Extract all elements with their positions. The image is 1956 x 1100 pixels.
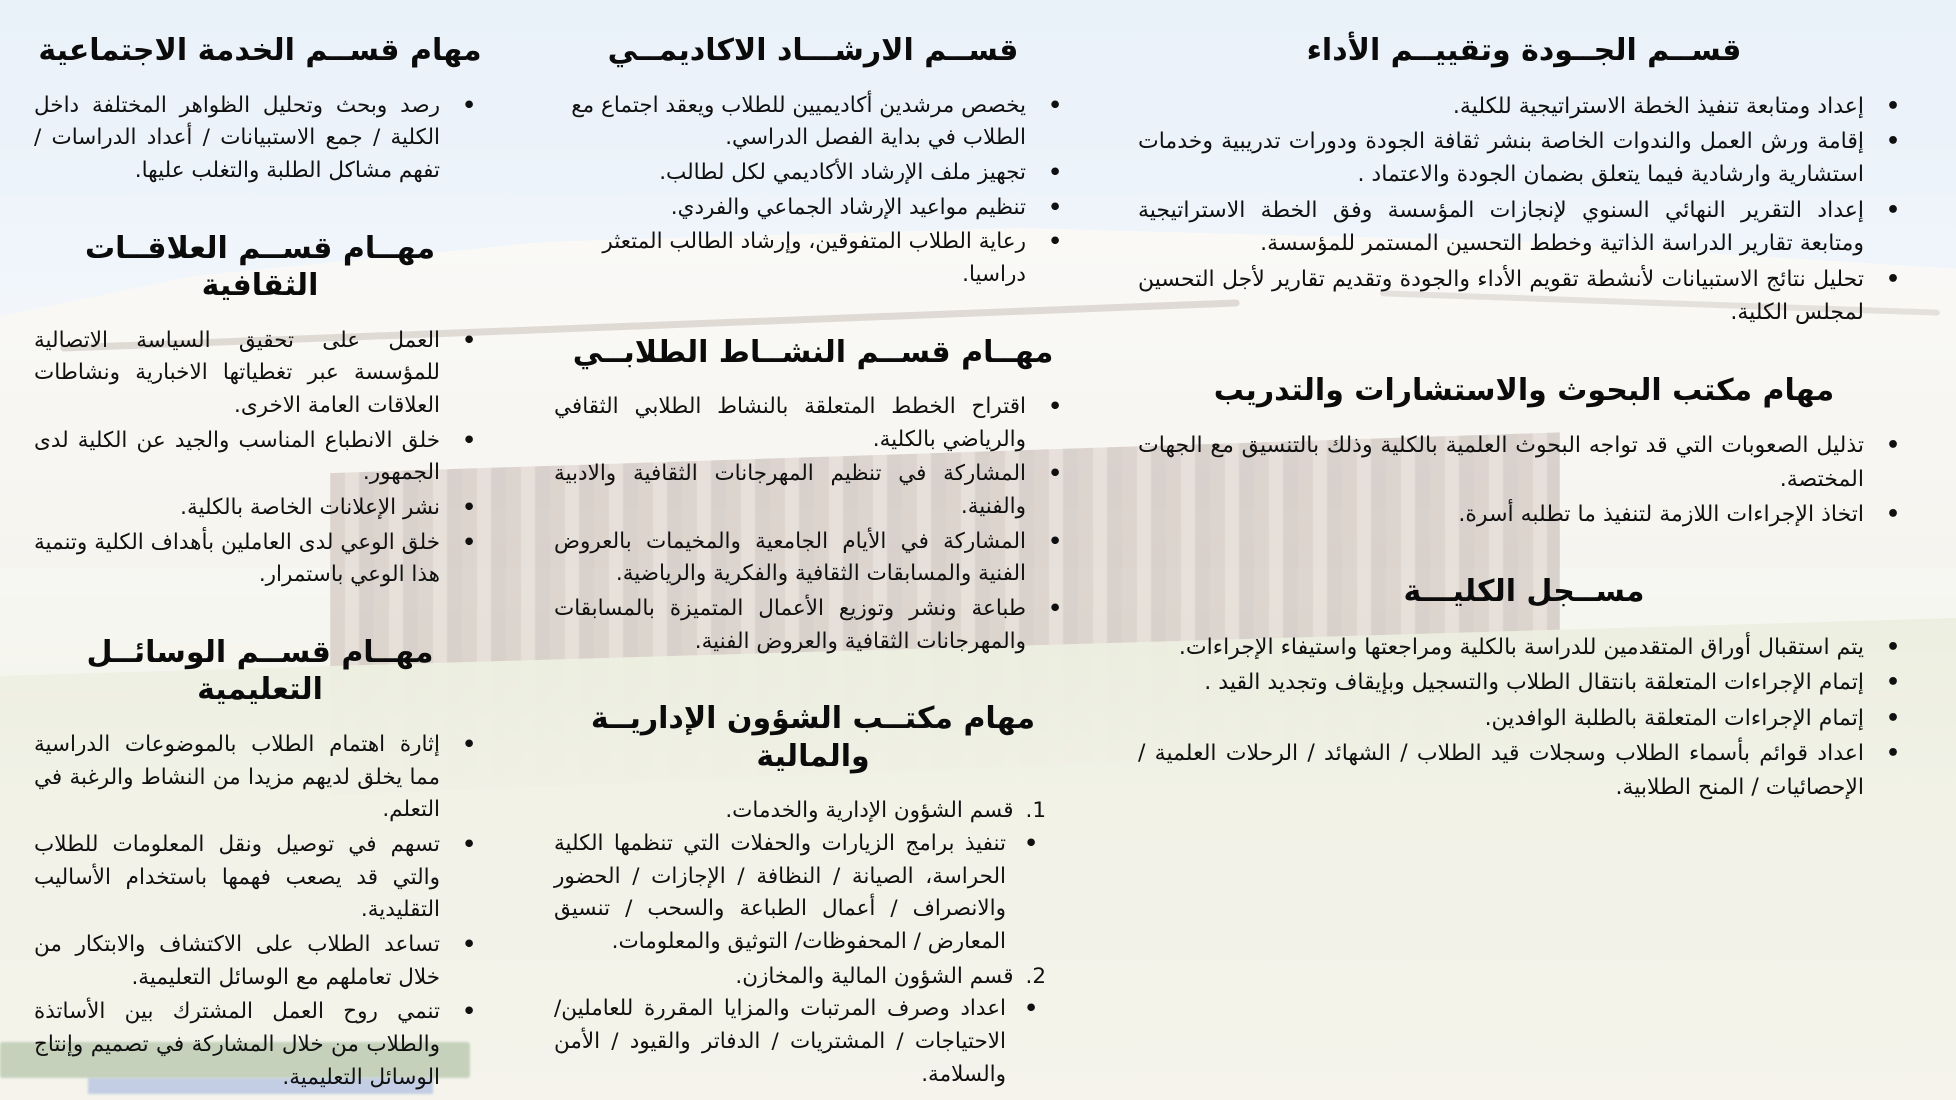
list-item: • المشاركة في الأيام الجامعية والمخيمات بالعروض الفنية والمسابقات الثقافية والفكرية والرياضية. <box>554 526 1072 591</box>
bullet-list <box>554 391 1072 658</box>
list-item: • تذليل الصعوبات التي قد تواجه البحوث العلمية بالكلية وذلك بالتنسيق مع الجهات المختصة. <box>1138 429 1910 496</box>
section-research-office <box>1138 372 1910 532</box>
list-item: • العمل على تحقيق السياسة الاتصالية للمؤسسة عبر تغطياتها الاخبارية ونشاطات العلاقات العامة الاخرى. <box>34 325 486 423</box>
section-quality <box>1138 32 1910 330</box>
list-item: • تجهيز ملف الإرشاد الأكاديمي لكل لطالب. <box>554 157 1072 190</box>
section-title: قســم الجــودة وتقييــم الأداء <box>1306 33 1742 68</box>
section-cultural-relations <box>34 230 486 592</box>
list-item: • إعداد ومتابعة تنفيذ الخطة الاستراتيجية للكلية. <box>1138 90 1910 123</box>
list-item: • إقامة ورش العمل والندوات الخاصة بنشر ثقافة الجودة ودورات تدريبية وخدمات استشارية وارشادية فيما يتعلق بضمان الجودة والاعتماد . <box>1138 125 1910 192</box>
list-item: • تنظيم مواعيد الإرشاد الجماعي والفردي. <box>554 192 1072 225</box>
section-title: مهام مكتب البحوث والاستشارات والتدريب <box>1213 372 1835 408</box>
list-item: • خلق الوعي لدى العاملين بأهداف الكلية وتنمية هذا الوعي باستمرار. <box>34 527 486 592</box>
list-item: • تنمي روح العمل المشترك بين الأساتذة والطلاب من خلال المشاركة في تصميم وإنتاج الوسائل التعليمية. <box>34 996 486 1094</box>
section-academic-guidance <box>554 32 1072 292</box>
section-social-service <box>34 32 486 188</box>
bullet-list <box>1138 429 1910 531</box>
section-title: مهام مكتــب الشؤون الإداريــة والمالية <box>590 701 1036 774</box>
column-quality-performance <box>1086 28 1956 1100</box>
bullet-list <box>34 325 486 592</box>
list-item: • اقتراح الخطط المتعلقة بالنشاط الطلابي الثقافي والرياضي بالكلية. <box>554 391 1072 456</box>
numbered-item <box>554 961 1072 994</box>
list-item: • اعداد وصرف المرتبات والمزايا المقررة للعاملين/ الاحتياجات / المشتريات / الدفاتر والقيود / الأمن والسلامة. <box>554 993 1072 1091</box>
section-registrar <box>1138 573 1910 804</box>
section-title: مســجل الكليـــة <box>1403 574 1645 610</box>
list-item: • إعداد التقرير النهائي السنوي لإنجازات المؤسسة وفق الخطة الاستراتيجية ومتابعة تقارير الدراسة الذاتية وخطط التحسين المستمر للمؤسسة. <box>1138 194 1910 261</box>
item-label: قسم الشؤون المالية والمخازن. <box>735 963 1014 989</box>
list-item: • رصد وبحث وتحليل الظواهر المختلفة داخل الكلية / جمع الاستبيانات / أعداد الدراسات / تفهم مشاكل الطلبة والتغلب عليها. <box>34 90 486 188</box>
item-number: 1. <box>1025 798 1046 824</box>
item-label: قسم الشؤون الإدارية والخدمات. <box>725 798 1014 824</box>
section-student-activity <box>554 334 1072 659</box>
list-item: • يتم استقبال أوراق المتقدمين للدراسة بالكلية ومراجعتها واستيفاء الإجراءات. <box>1138 631 1910 664</box>
list-item: • إثارة اهتمام الطلاب بالموضوعات الدراسية مما يخلق لديهم مزيدا من النشاط والرغبة في التعلم. <box>34 729 486 827</box>
numbered-list <box>554 795 1072 1091</box>
section-title: مهام قســم الخدمة الاجتماعية <box>38 33 482 68</box>
column-social-service <box>0 28 520 1100</box>
section-title: قســم الارشـــاد الاكاديمــي <box>607 33 1019 68</box>
bullet-list <box>554 90 1072 292</box>
item-number: 2. <box>1025 963 1046 989</box>
list-item: • خلق الانطباع المناسب والجيد عن الكلية لدى الجمهور. <box>34 425 486 490</box>
list-item: • نشر الإعلانات الخاصة بالكلية. <box>34 492 486 525</box>
list-item: • رعاية الطلاب المتفوقين، وإرشاد الطالب المتعثر دراسيا. <box>554 226 1072 291</box>
section-title: مهــام قســم النشــاط الطلابــي <box>572 334 1054 370</box>
column-academic-guidance <box>520 28 1086 1100</box>
list-item: • إتمام الإجراءات المتعلقة بالطلبة الوافدين. <box>1138 702 1910 735</box>
list-item: • تساعد الطلاب على الاكتشاف والابتكار من خلال تعاملهم مع الوسائل التعليمية. <box>34 929 486 994</box>
list-item: • تسهم في توصيل ونقل المعلومات للطلاب والتي قد يصعب فهمها باستخدام الأساليب التقليدية. <box>34 829 486 927</box>
list-item: • تنفيذ برامج الزيارات والحفلات التي تنظمها الكلية الحراسة، الصيانة / النظافة / الإجازات / الحضور والانصراف / أعمال الطباعة والسحب / تنسيق المعارض / المحفوظات/ التوثيق والمعلومات. <box>554 828 1072 959</box>
list-item: • المشاركة في تنظيم المهرجانات الثقافية والادبية والفنية. <box>554 458 1072 523</box>
bullet-list <box>34 90 486 188</box>
list-item: • طباعة ونشر وتوزيع الأعمال المتميزة بالمسابقات والمهرجانات الثقافية والعروض الفنية. <box>554 593 1072 658</box>
numbered-item <box>554 795 1072 828</box>
list-item: • إتمام الإجراءات المتعلقة بانتقال الطلاب والتسجيل وبإيقاف وتجديد القيد . <box>1138 666 1910 699</box>
list-item: • اعداد قوائم بأسماء الطلاب وسجلات قيد الطلاب / الشهائد / الرحلات العلمية / الإحصائيات / المنح الطلابية. <box>1138 737 1910 804</box>
list-item: • اتخاذ الإجراءات اللازمة لتنفيذ ما تطلبه أسرة. <box>1138 498 1910 531</box>
bullet-list <box>1138 631 1910 804</box>
bullet-list <box>34 729 486 1094</box>
section-title: مهــام قســم العلاقــات الثقافية <box>84 230 436 304</box>
bullet-list <box>1138 90 1910 330</box>
list-item: • تحليل نتائج الاستبيانات لأنشطة تقويم الأداء والجودة وتقديم تقارير لأجل التحسين لمجلس الكلية. <box>1138 263 1910 330</box>
section-admin-finance <box>554 700 1072 1091</box>
section-title: مهــام قســم الوسائــل التعليمية <box>86 634 434 708</box>
section-teaching-aids <box>34 634 486 1094</box>
list-item: • يخصص مرشدين أكاديميين للطلاب ويعقد اجتماع مع الطلاب في بداية الفصل الدراسي. <box>554 90 1072 155</box>
